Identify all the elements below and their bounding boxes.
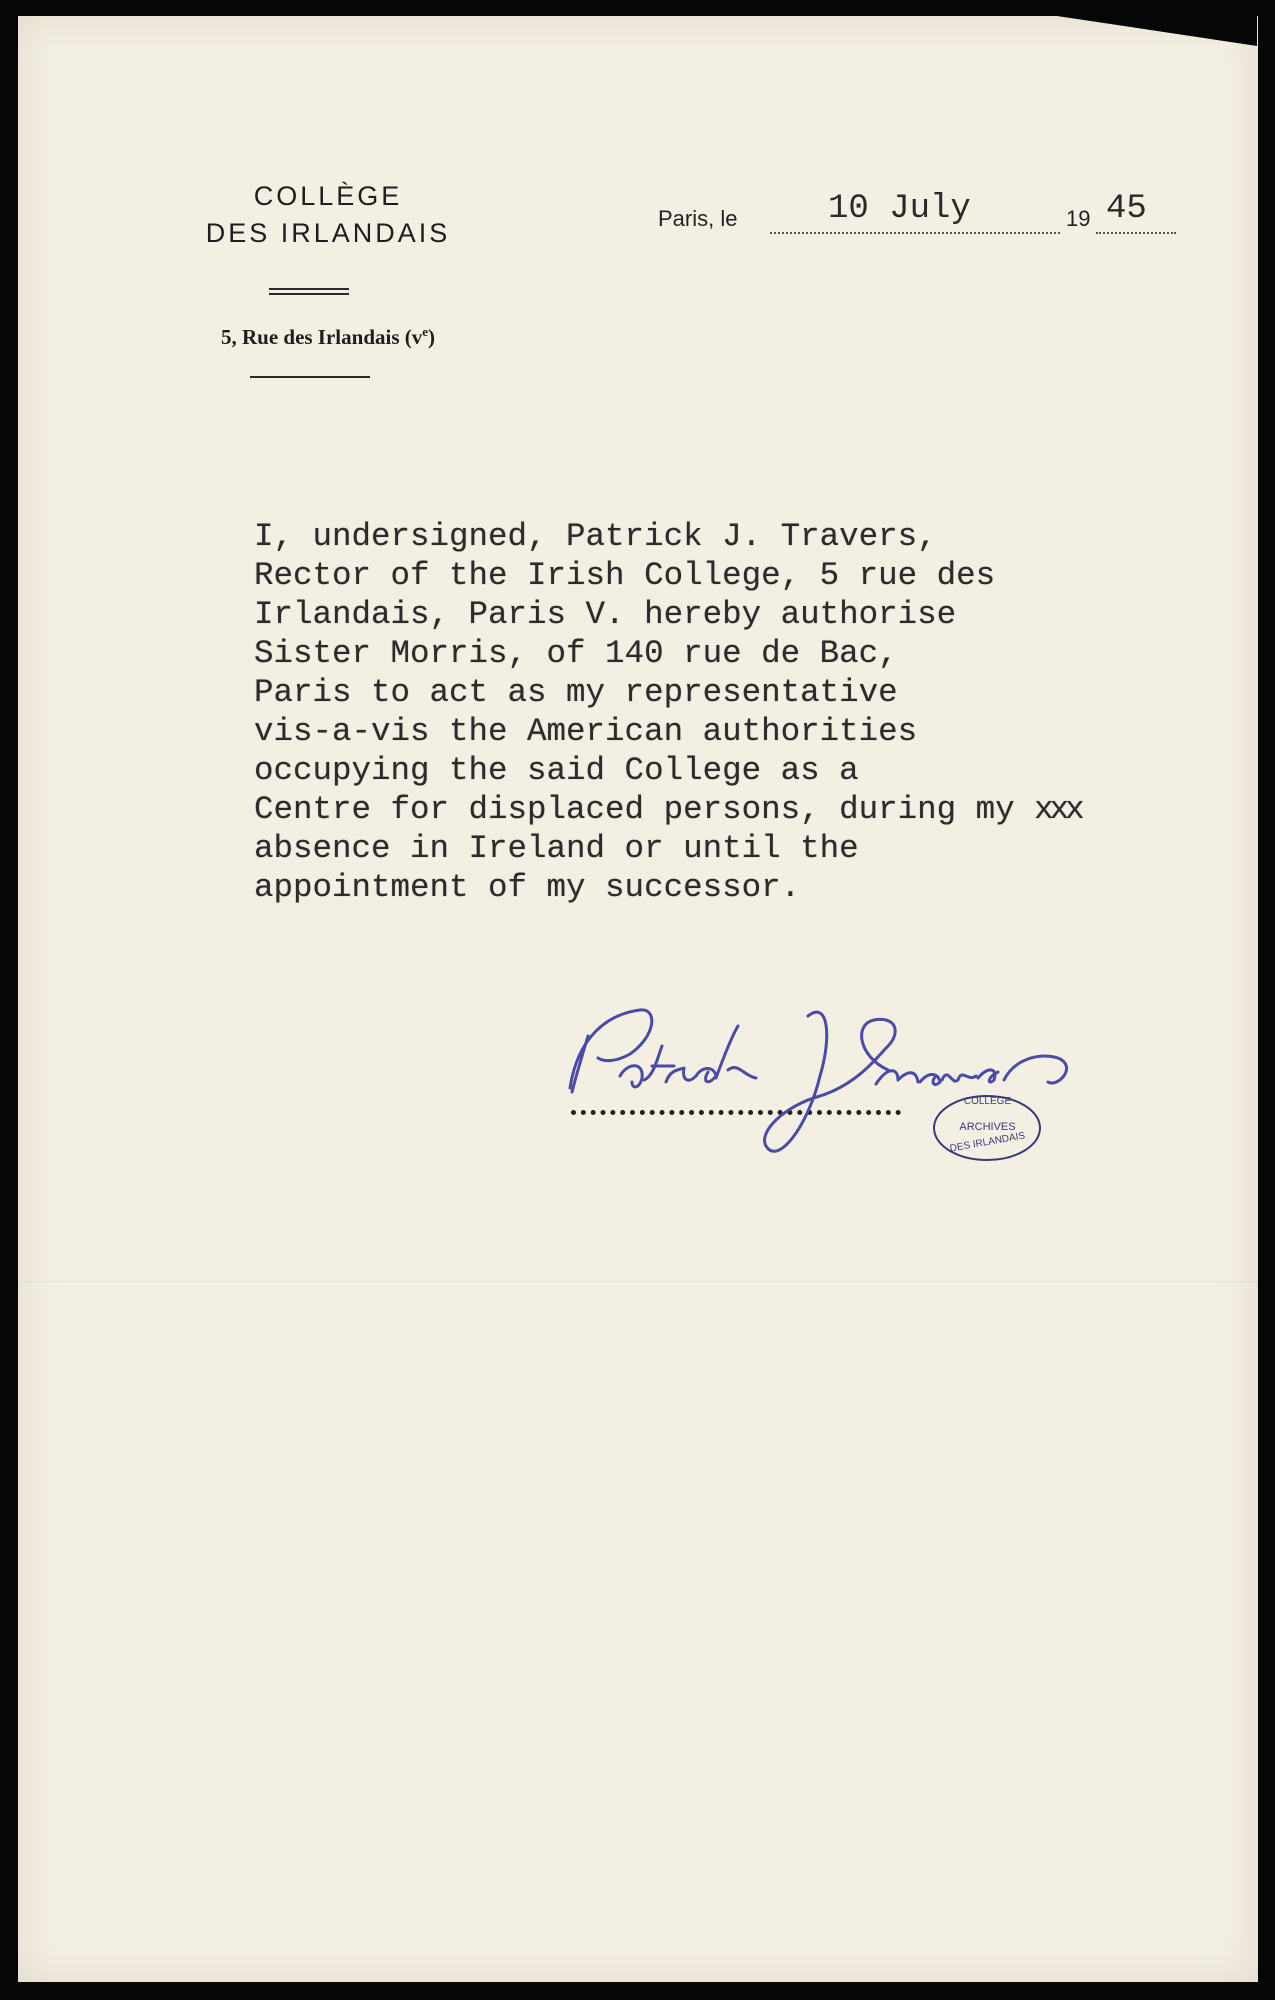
body-line (254, 790, 1081, 829)
body-line: vis-a-vis the American authorities (254, 713, 918, 750)
struck-out-text: xxx (1034, 791, 1081, 828)
body-line: Rector of the Irish College, 5 rue des (254, 557, 996, 594)
body-line-text: Centre for displaced persons, during my (254, 791, 1035, 828)
letter-body (254, 517, 1081, 907)
letterhead-line2: DES IRLANDAIS (205, 218, 451, 248)
body-line: Paris to act as my representative (254, 674, 898, 711)
date-line (658, 188, 1158, 238)
stamp-line1: COLLEGE (963, 1096, 1012, 1107)
letter-page (18, 16, 1258, 1982)
torn-corner (1057, 16, 1257, 46)
stamp-line2: ARCHIVES (959, 1121, 1016, 1133)
letterhead-title (138, 178, 518, 252)
date-prefix: Paris, le (658, 206, 738, 231)
stamp-line3: DES IRLANDAIS (949, 1130, 1026, 1155)
letterhead-rule (250, 376, 370, 378)
date-century: 19 (1066, 206, 1091, 231)
body-line: Irlandais, Paris V. hereby authorise (254, 596, 957, 633)
body-line: appointment of my successor. (254, 869, 801, 906)
date-dotted-line (770, 232, 1060, 234)
letterhead-double-rule (269, 288, 349, 295)
letterhead-address-text: 5, Rue des Irlandais (v (220, 325, 423, 349)
archive-stamp (931, 1093, 1044, 1163)
letterhead-address (138, 324, 518, 350)
body-line: Sister Morris, of 140 rue de Bac, (254, 635, 898, 672)
letterhead-line1: COLLÈGE (253, 181, 403, 211)
date-day-month: 10 July (828, 190, 971, 228)
letterhead-address-close: ) (428, 325, 436, 349)
body-line: absence in Ireland or until the (254, 830, 859, 867)
year-dotted-line (1096, 232, 1176, 234)
body-line: occupying the said College as a (254, 752, 859, 789)
letterhead-address-superscript: e (422, 324, 429, 339)
paper-fold (18, 1281, 1258, 1284)
date-year: 45 (1106, 190, 1147, 228)
body-line: I, undersigned, Patrick J. Travers, (254, 518, 937, 555)
